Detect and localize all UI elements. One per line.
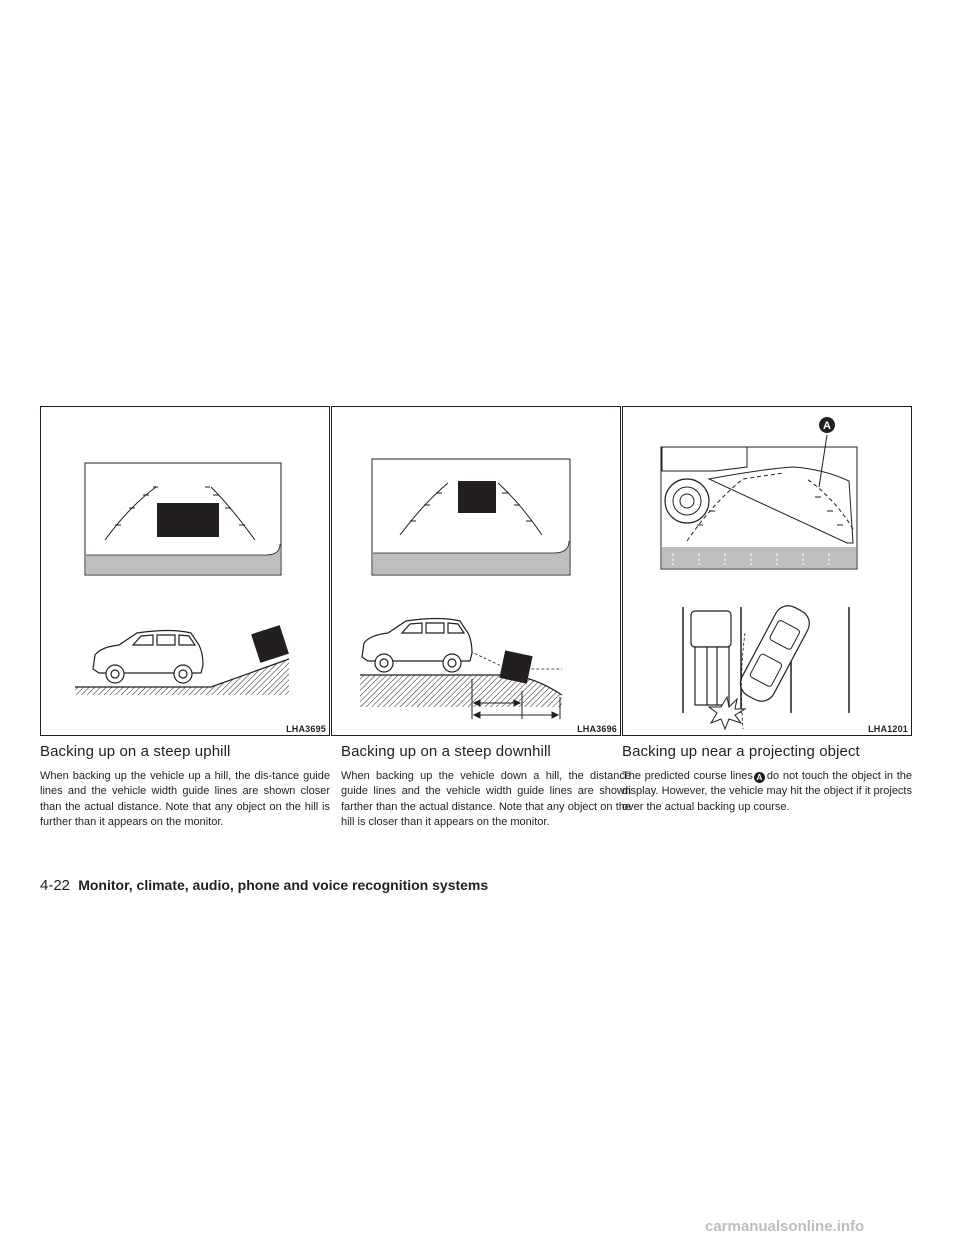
callout-a-icon: A [754, 772, 765, 783]
downhill-backing-diagram-icon [332, 407, 622, 737]
figure-uphill [40, 406, 330, 736]
section-heading: Backing up on a steep uphill [40, 743, 231, 760]
uphill-backing-diagram-icon [41, 407, 331, 737]
section-heading: Backing up near a projecting object [622, 743, 860, 760]
watermark: carmanualsonline.info [705, 1218, 865, 1235]
page-number: 4-22 [40, 877, 71, 894]
figure-code: LHA3696 [577, 724, 617, 734]
section-body [622, 769, 912, 815]
chapter-title: Monitor, climate, audio, phone and voice recognition systems [78, 877, 489, 893]
section-uphill [40, 743, 330, 831]
figure-downhill [331, 406, 621, 736]
section-body: When backing up the vehicle down a hill, the distance guide lines and the vehicle width guide lines are shown farther than the actual distance. Note that any object on the hill is closer than it appears on the monitor. [341, 770, 631, 829]
section-heading: Backing up on a steep downhill [341, 743, 551, 760]
section-body-before: The predicted course lines [622, 770, 753, 782]
figure-projecting-object [622, 406, 912, 736]
callout-a-label: A [823, 420, 831, 432]
page-footer [40, 877, 488, 894]
projecting-object-diagram-icon [623, 407, 913, 737]
section-body-after: do not touch the object in the display. However, the vehicle may hit the object if it projects over the actual backing up course. [622, 770, 912, 813]
figure-code: LHA1201 [868, 724, 908, 734]
section-projecting-object [622, 743, 912, 815]
section-body: When backing up the vehicle up a hill, the dis-tance guide lines and the vehicle width guide lines are shown closer than the actual distance. Note that any object on the hill is further than it appears on the monitor. [40, 770, 330, 829]
figure-code: LHA3695 [286, 724, 326, 734]
section-downhill [341, 743, 631, 831]
